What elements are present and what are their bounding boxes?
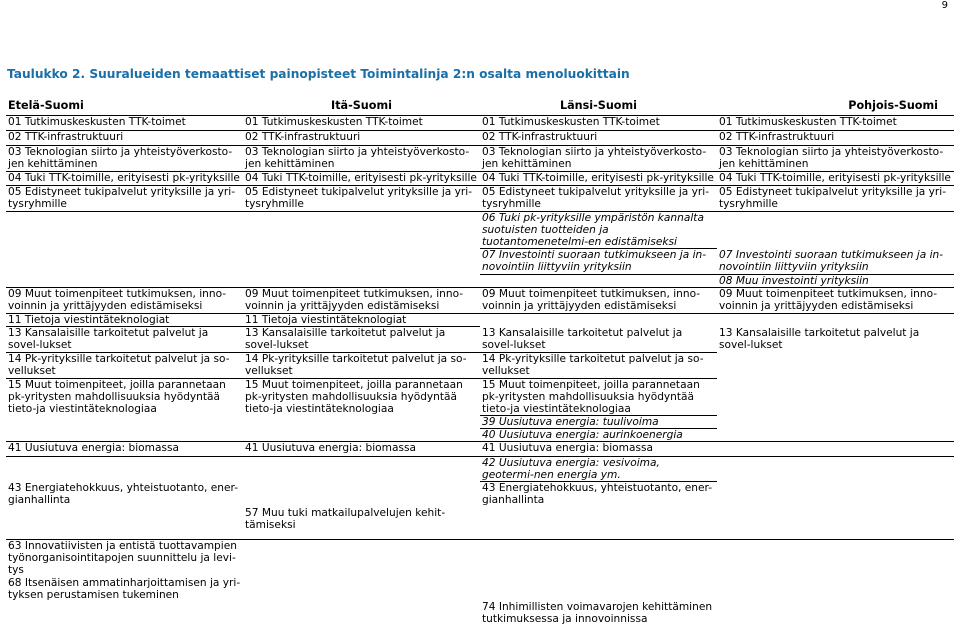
cell: 06 Tuki pk-yrityksille ympäristön kannalta suotuisten tuotteiden ja tuotantomenetelmi-en edistämiseksi [480,212,717,249]
cell: 09 Muut toimenpiteet tutkimuksen, inno-voinnin ja yrittäjyyden edistämiseksi [243,288,480,314]
cell: 13 Kansalaisille tarkoitetut palvelut ja sovel-lukset [243,327,480,353]
cell: 09 Muut toimenpiteet tutkimuksen, inno-voinnin ja yrittäjyyden edistämiseksi [717,288,954,314]
table-row [6,146,954,172]
table-row [6,601,954,627]
cell: 01 Tutkimuskeskusten TTK-toimet [243,116,480,131]
table-row [6,429,954,442]
table-row [6,116,954,131]
table-row [6,327,954,353]
cell: 05 Edistyneet tukipalvelut yrityksille ja yri-tysryhmille [717,186,954,212]
table-row [6,288,954,314]
cell: 14 Pk-yrityksille tarkoitetut palvelut ja so-vellukset [480,353,717,379]
cell: 04 Tuki TTK-toimille, erityisesti pk-yrityksille [717,172,954,186]
table-row [6,275,954,288]
cell: 39 Uusiutuva energia: tuulivoima [480,416,717,429]
cell: 43 Energiatehokkuus, yhteistuotanto, ener-gianhallinta [482,482,713,506]
header-pohjois: Pohjois-Suomi [717,98,954,116]
cell: 63 Innovatiivisten ja entistä tuottavampien työnorganisointitapojen suunnittelu ja levi-tys [8,540,237,576]
header-ita: Itä-Suomi [243,98,480,116]
table-row [6,577,954,601]
cell: 74 Inhimillisten voimavarojen kehittäminen tutkimuksessa ja innovoinnissa [482,600,713,625]
cell: 03 Teknologian siirto ja yhteistyöverkosto-jen kehittäminen [480,146,717,172]
cell: 04 Tuki TTK-toimille, erityisesti pk-yrityksille [243,172,480,186]
page-number: 9 [941,0,948,11]
cell: 41 Uusiutuva energia: biomassa [480,442,717,457]
cell: 41 Uusiutuva energia: biomassa [243,442,480,457]
table-row [6,186,954,212]
cell: 15 Muut toimenpiteet, joilla parannetaan pk-yritysten mahdollisuuksia hyödyntää tieto-ja viestintäteknologiaa [8,379,226,415]
cell: 02 TTK-infrastruktuuri [480,131,717,146]
cell: 09 Muut toimenpiteet tutkimuksen, inno-voinnin ja yrittäjyyden edistämiseksi [6,288,243,314]
cell: 68 Itsenäisen ammatinharjoittamisen ja yri-tyksen perustamisen tukeminen [8,576,241,601]
cell: 41 Uusiutuva energia: biomassa [6,442,243,457]
cell: 14 Pk-yrityksille tarkoitetut palvelut ja so-vellukset [6,353,243,379]
table-row [6,442,954,457]
cell: 57 Muu tuki matkailupalvelujen kehit-tämiseksi [243,507,480,540]
cell: 13 Kansalaisille tarkoitetut palvelut ja sovel-lukset [480,327,717,353]
cell: 15 Muut toimenpiteet, joilla parannetaan pk-yritysten mahdollisuuksia hyödyntää tieto-ja viestintäteknologiaa [245,379,463,415]
header-etela: Etelä-Suomi [6,98,243,116]
cell: 01 Tutkimuskeskusten TTK-toimet [480,116,717,131]
cell: 15 Muut toimenpiteet, joilla parannetaan pk-yritysten mahdollisuuksia hyödyntää tieto-ja viestintäteknologiaa [480,379,717,416]
cell: 13 Kansalaisille tarkoitetut palvelut ja sovel-lukset [719,326,920,351]
cell: 01 Tutkimuskeskusten TTK-toimet [717,116,954,131]
header-row [6,98,954,116]
table-row [6,540,954,577]
header-lansi: Länsi-Suomi [480,98,717,116]
table-row [6,131,954,146]
priority-table [6,98,954,627]
cell: 13 Kansalaisille tarkoitetut palvelut ja sovel-lukset [6,327,243,353]
cell: 11 Tietoja viestintäteknologiat [243,314,480,327]
table-row [6,482,954,507]
table-row [6,379,954,416]
cell: 07 Investointi suoraan tutkimukseen ja in-novointiin liittyviin yrityksiin [717,249,954,275]
table-row [6,507,954,540]
cell: 04 Tuki TTK-toimille, erityisesti pk-yrityksille [6,172,243,186]
table-row [6,314,954,327]
cell: 03 Teknologian siirto ja yhteistyöverkosto-jen kehittäminen [717,146,954,172]
table-row [6,457,954,482]
cell: 07 Investointi suoraan tutkimukseen ja in-novointiin liittyviin yrityksiin [480,249,717,275]
cell: 05 Edistyneet tukipalvelut yrityksille ja yri-tysryhmille [6,186,243,212]
cell: 05 Edistyneet tukipalvelut yrityksille ja yri-tysryhmille [480,186,717,212]
cell: 42 Uusiutuva energia: vesivoima, geotermi-nen energia ym. [480,457,717,482]
cell: 02 TTK-infrastruktuuri [717,131,954,146]
cell: 43 Energiatehokkuus, yhteistuotanto, ener-gianhallinta [8,481,239,506]
cell: 02 TTK-infrastruktuuri [243,131,480,146]
table-caption: Taulukko 2. Suuralueiden temaattiset painopisteet Toimintalinja 2:n osalta menoluokittain [7,67,630,81]
cell: 14 Pk-yrityksille tarkoitetut palvelut ja so-vellukset [243,353,480,379]
cell: 40 Uusiutuva energia: aurinkoenergia [480,429,717,442]
cell: 03 Teknologian siirto ja yhteistyöverkosto-jen kehittäminen [6,146,243,172]
table-row [6,249,954,275]
cell: 09 Muut toimenpiteet tutkimuksen, inno-voinnin ja yrittäjyyden edistämiseksi [480,288,717,314]
cell: 01 Tutkimuskeskusten TTK-toimet [6,116,243,131]
cell: 08 Muu investointi yrityksiin [717,275,954,288]
cell: 05 Edistyneet tukipalvelut yrityksille ja yri-tysryhmille [243,186,480,212]
cell: 04 Tuki TTK-toimille, erityisesti pk-yrityksille [480,172,717,186]
cell: 11 Tietoja viestintäteknologiat [6,314,243,327]
table-row [6,172,954,186]
table-row [6,353,954,379]
cell: 03 Teknologian siirto ja yhteistyöverkosto-jen kehittäminen [243,146,480,172]
table-row [6,416,954,429]
table-row [6,212,954,249]
cell: 02 TTK-infrastruktuuri [6,131,243,146]
